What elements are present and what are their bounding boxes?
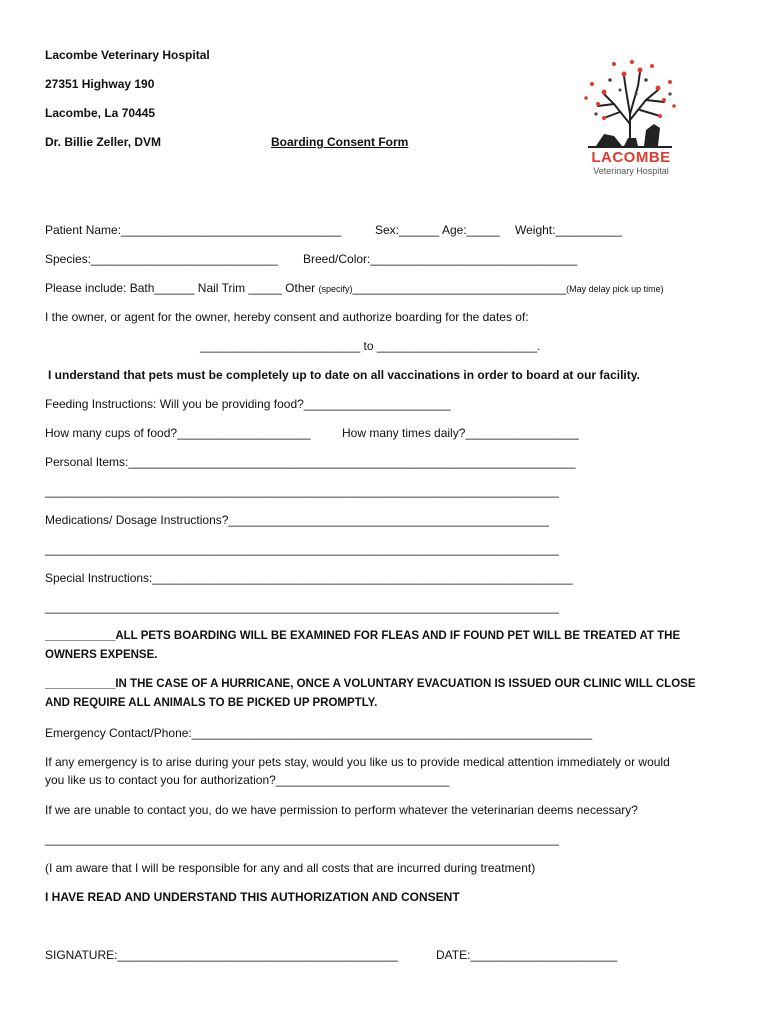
- emergency-contact-field[interactable]: Emergency Contact/Phone:____________________________________________________________: [45, 726, 593, 740]
- delay-note: (May delay pick up time): [566, 284, 664, 294]
- feeding-instructions-field[interactable]: Feeding Instructions: Will you be providing food?______________________: [45, 397, 451, 411]
- other-blank[interactable]: ________________________________: [352, 281, 567, 295]
- vaccination-notice: I understand that pets must be completely up to date on all vaccinations in order to board at our facility.: [48, 368, 640, 382]
- form-title: Boarding Consent Form: [271, 135, 409, 149]
- fleas-notice-line2: OWNERS EXPENSE.: [45, 649, 158, 661]
- signature-field[interactable]: SIGNATURE:__________________________________________: [45, 948, 398, 962]
- medications-line2[interactable]: _____________________________________________________________________________: [45, 542, 559, 556]
- special-instructions-field[interactable]: Special Instructions:_______________________________________________________________: [45, 571, 573, 585]
- personal-items-field[interactable]: Personal Items:___________________________________________________________________: [45, 455, 576, 469]
- permission-answer-line[interactable]: _____________________________________________________________________________: [45, 832, 559, 846]
- patient-name-field[interactable]: Patient Name:_________________________________: [45, 223, 342, 237]
- logo-subtitle: Veterinary Hospital: [593, 166, 669, 176]
- breed-color-field[interactable]: Breed/Color:_______________________________: [303, 252, 578, 266]
- specify-label: (specify): [318, 284, 353, 294]
- age-field[interactable]: Age:_____: [442, 223, 501, 237]
- medications-field[interactable]: Medications/ Dosage Instructions?________________________________________________: [45, 513, 549, 527]
- species-field[interactable]: Species:____________________________: [45, 252, 278, 266]
- fleas-notice-line1: ___________ALL PETS BOARDING WILL BE EXAMINED FOR FLEAS AND IF FOUND PET WILL BE TREATED AT THE: [45, 630, 681, 642]
- clinic-name: Lacombe Veterinary Hospital: [45, 48, 210, 62]
- special-instructions-line2[interactable]: _____________________________________________________________________________: [45, 600, 559, 614]
- address-line1: 27351 Highway 190: [45, 77, 155, 91]
- weight-field[interactable]: Weight:__________: [515, 223, 623, 237]
- logo-wordmark: LACOMBE: [591, 149, 671, 166]
- hurricane-notice-line1: ___________IN THE CASE OF A HURRICANE, ONCE A VOLUNTARY EVACUATION IS ISSUED OUR CLINIC WILL CLOSE: [45, 678, 696, 690]
- please-include-row[interactable]: [45, 281, 664, 297]
- permission-question: If we are unable to contact you, do we have permission to perform whatever the veterinarian deems necessary?: [45, 803, 638, 817]
- please-include-label: Please include: Bath______ Nail Trim _____ Other: [45, 281, 319, 295]
- address-line2: Lacombe, La 70445: [45, 106, 156, 120]
- personal-items-line2[interactable]: _____________________________________________________________________________: [45, 484, 559, 498]
- cups-of-food-field[interactable]: How many cups of food?____________________: [45, 426, 311, 440]
- doctor-name: Dr. Billie Zeller, DVM: [45, 135, 162, 149]
- read-understand-statement: I HAVE READ AND UNDERSTAND THIS AUTHORIZATION AND CONSENT: [45, 890, 460, 904]
- hurricane-notice-line2: AND REQUIRE ALL ANIMALS TO BE PICKED UP PROMPTLY.: [45, 697, 378, 709]
- consent-statement: I the owner, or agent for the owner, hereby consent and authorize boarding for the dates of:: [45, 310, 529, 324]
- responsibility-statement: (I am aware that I will be responsible for any and all costs that are incurred during treatment): [45, 861, 536, 875]
- times-daily-field[interactable]: How many times daily?_________________: [342, 426, 579, 440]
- sex-field[interactable]: Sex:______: [375, 223, 440, 237]
- emergency-question-line1: If any emergency is to arise during your pets stay, would you like us to provide medical attention immediately or would: [45, 755, 670, 769]
- boarding-dates-field[interactable]: ________________________ to ________________________.: [200, 339, 541, 353]
- emergency-question-line2[interactable]: you like us to contact you for authorization?__________________________: [45, 773, 450, 787]
- date-field[interactable]: DATE:______________________: [436, 948, 618, 962]
